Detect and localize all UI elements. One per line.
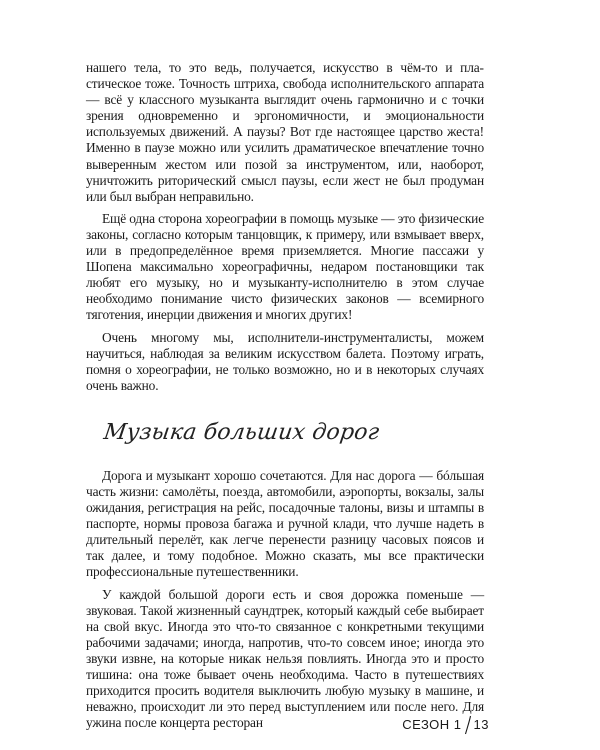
folio [402,716,489,734]
paragraph: У каждой большой дороги есть и своя дорожка поменьше — звуковая. Такой жизненный саундтрек, который каждый себе выбирает на свой вкус. Иногда это что-то связанное с конкретными текущими рабочими задачами; иногда, напротив, что-то совсем иное; иногда это звуки извне, на которые никак нельзя повлиять. Иногда это и просто тишина: она тоже бывает очень необходима. Часто в путешествиях приходится просить водителя выключить любую музыку в машине, и неважно, происходит ли это перед выступлением или после него. Для ужина после концерта ресторан [86,586,484,731]
paragraph: Дорога и музыкант хорошо сочетаются. Для нас дорога — бóльшая часть жизни: самолёты, поезда, автомобили, аэропорты, вокзалы, залы ожидания, регистрация на рейс, посадочные талоны, визы и штампы в паспорте, нормы провоза багажа и ручной клади, что лучше надеть в длительный перелёт, как легче перенести разницу часовых поясов и так далее, и тому подобное. Можно сказать, мы все практически профессиональные путешественники. [86,467,484,580]
page-footer [0,716,600,738]
page-body [86,60,484,731]
section-heading: Музыка больших дорог [102,419,381,445]
paragraph: нашего тела, то это ведь, получается, искусство в чём-то и пластическое тоже. Точность штриха, свобода исполнительского аппарата — всё у классного музыканта выглядит очень гармонично и с точки зрения одновременно и эргономичности, и эмоциональности используемых движений. А паузы? Вот где настоящее царство жеста! Именно в паузе можно или усилить драматическое впечатление точно выверенным жестом или позой за инструментом, или, наоборот, уничтожить риторический смысл паузы, если жест не был продуман или был выбран неправильно. [86,60,484,204]
slash-separator-icon [464,716,472,734]
page-number: 13 [473,717,489,732]
running-head: СЕЗОН 1 [402,717,462,732]
paragraph: Ещё одна сторона хореографии в помощь музыке — это физические законы, согласно которым танцовщик, к примеру, или взмывает вверх, или в предопределённое время приземляется. Многие пассажи у Шопена максимально хореографичны, недаром постановщики так любят его музыку, но и музыканту-исполнителю в этом случае необходимо понимание чисто физических законов — всемирного тяготения, инерции движения и многих других! [86,210,484,323]
paragraph: Очень многому мы, исполнители-инструменталисты, можем научиться, наблюдая за великим искусством балета. Поэтому играть, помня о хореографии, не только возможно, но и в некоторых случаях очень важно. [86,329,484,393]
